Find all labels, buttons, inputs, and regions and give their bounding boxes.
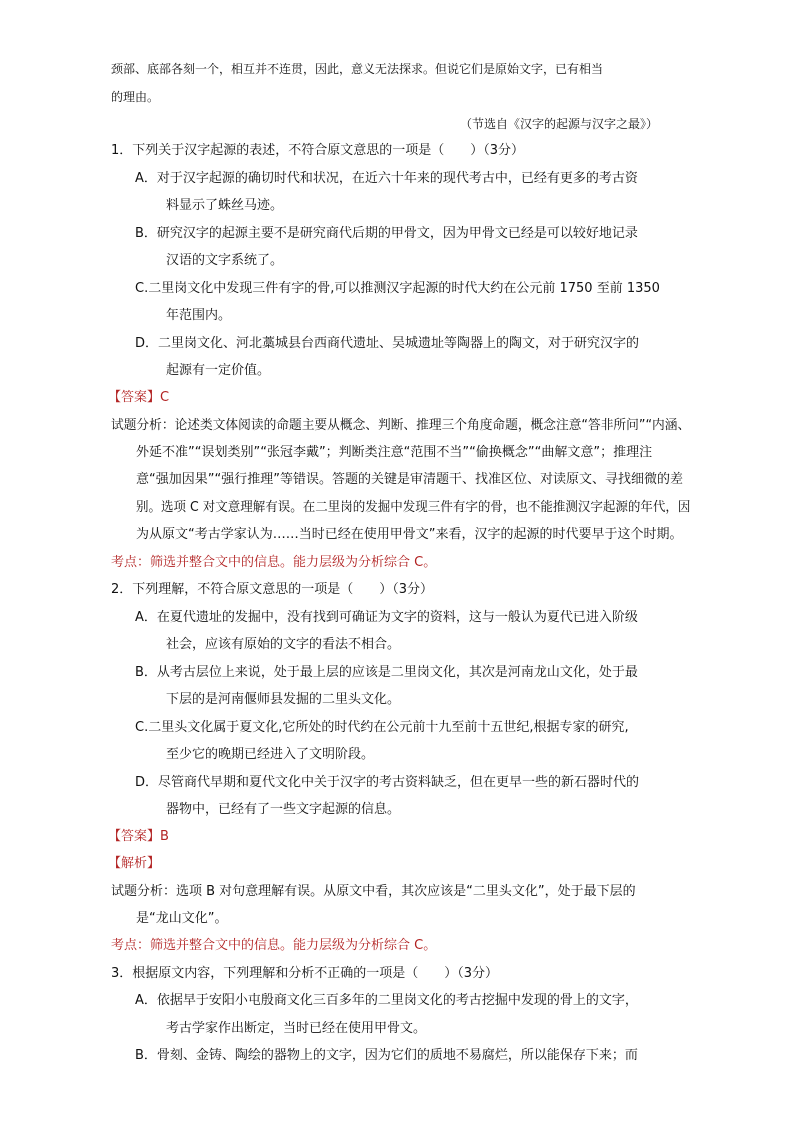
q1-option-d-cont: 起源有一定价值。 [166, 363, 271, 378]
q1-point: 考点：筛选并整合文中的信息。能力层级为分析综合 C。 [111, 555, 437, 570]
q3-option-a: A．依据早于安阳小屯殷商文化三百多年的二里岗文化的考古挖掘中发现的骨上的文字， [135, 993, 638, 1008]
q2-option-a-cont: 社会，应该有原始的文字的看法不相合。 [166, 637, 401, 652]
q2-option-a: A．在夏代遗址的发掘中，没有找到可确证为文字的资料，这与一般认为夏代已进入阶级 [135, 610, 638, 625]
q2-analysis-1: 试题分析：选项 B 对句意理解有误。从原文中看，其次应该是“二里头文化”，处于最下层的 [111, 884, 636, 899]
q2-option-b: B．从考古层位上来说，处于最上层的应该是二里岗文化，其次是河南龙山文化，处于最 [135, 665, 638, 680]
q1-option-c-cont: 年范围内。 [166, 308, 232, 323]
q2-option-d-cont: 器物中，已经有了一些文字起源的信息。 [166, 802, 401, 817]
q3-option-a-cont: 考古学家作出断定，当时已经在使用甲骨文。 [166, 1021, 427, 1036]
q3-stem: 3．根据原文内容，下列理解和分析不正确的一项是（ ）（3分） [111, 966, 499, 981]
q2-option-b-cont: 下层的是河南偃师县发掘的二里头文化。 [166, 692, 401, 707]
q1-answer [108, 390, 169, 406]
q1-option-a: A．对于汉字起源的确切时代和状况，在近六十年来的现代考古中，已经有更多的考古资 [135, 171, 638, 186]
q1-option-c: C.二里岗文化中发现三件有字的骨,可以推测汉字起源的时代大约在公元前 1750 至前 1350 [135, 281, 660, 296]
q1-analysis-4: 别。选项 C 对文意理解有误。在二里岗的发掘中发现三件有字的骨，也不能推测汉字起源的年代，因 [136, 500, 691, 515]
q2-option-d: D．尽管商代早期和夏代文化中关于汉字的考古资料缺乏，但在更早一些的新石器时代的 [135, 775, 640, 790]
q1-option-d: D．二里岗文化、河北藁城县台西商代遗址、吴城遗址等陶器上的陶文，对于研究汉字的 [135, 336, 640, 351]
q2-option-c: C.二里头文化属于夏文化,它所处的时代约在公元前十九至前十五世纪,根据专家的研究, [135, 720, 629, 735]
q2-answer [108, 829, 169, 845]
source-citation: （节选自《汉字的起源与汉字之最》） [460, 117, 659, 131]
q2-explain-tag: 【解析】 [108, 856, 161, 871]
q1-analysis-5: 为从原文“考古学家认为……当时已经在使用甲骨文”来看，汉字的起源的时代要早于这个时期。 [136, 527, 683, 542]
intro-line-2: 的理由。 [111, 90, 160, 104]
answer-value: C [160, 390, 170, 405]
q2-stem: 2．下列理解，不符合原文意思的一项是（ ）（3分） [111, 582, 434, 597]
answer-tag: 【答案】 [108, 390, 161, 405]
answer-tag: 【答案】 [108, 829, 161, 844]
q1-analysis-1: 试题分析：论述类文体阅读的命题主要从概念、判断、推理三个角度命题，概念注意“答非所问”“内涵、 [111, 418, 691, 433]
q1-option-b: B．研究汉字的起源主要不是研究商代后期的甲骨文，因为甲骨文已经是可以较好地记录 [135, 226, 638, 241]
q1-analysis-2: 外延不准”“误划类别”“张冠李戴”；判断类注意“范围不当”“偷换概念”“曲解文意”；推理注 [136, 445, 653, 460]
q2-analysis-2: 是“龙山文化”。 [136, 911, 228, 926]
q1-stem: 1．下列关于汉字起源的表述，不符合原文意思的一项是（ ）（3分） [111, 143, 525, 158]
q3-option-b: B．骨刻、金铸、陶绘的器物上的文字，因为它们的质地不易腐烂，所以能保存下来；而 [135, 1048, 638, 1063]
answer-value: B [160, 829, 169, 844]
q2-option-c-cont: 至少它的晚期已经进入了文明阶段。 [166, 747, 375, 762]
q1-analysis-3: 意“强加因果”“强行推理”等错误。答题的关键是审清题干、找准区位、对读原文、寻找细微的差 [136, 472, 683, 487]
q2-point: 考点：筛选并整合文中的信息。能力层级为分析综合 C。 [111, 938, 437, 953]
q1-option-b-cont: 汉语的文字系统了。 [166, 253, 284, 268]
q1-option-a-cont: 料显示了蛛丝马迹。 [166, 198, 284, 213]
intro-line-1: 颈部、底部各刻一个，相互并不连贯，因此，意义无法探求。但说它们是原始文字，已有相当 [111, 62, 604, 76]
